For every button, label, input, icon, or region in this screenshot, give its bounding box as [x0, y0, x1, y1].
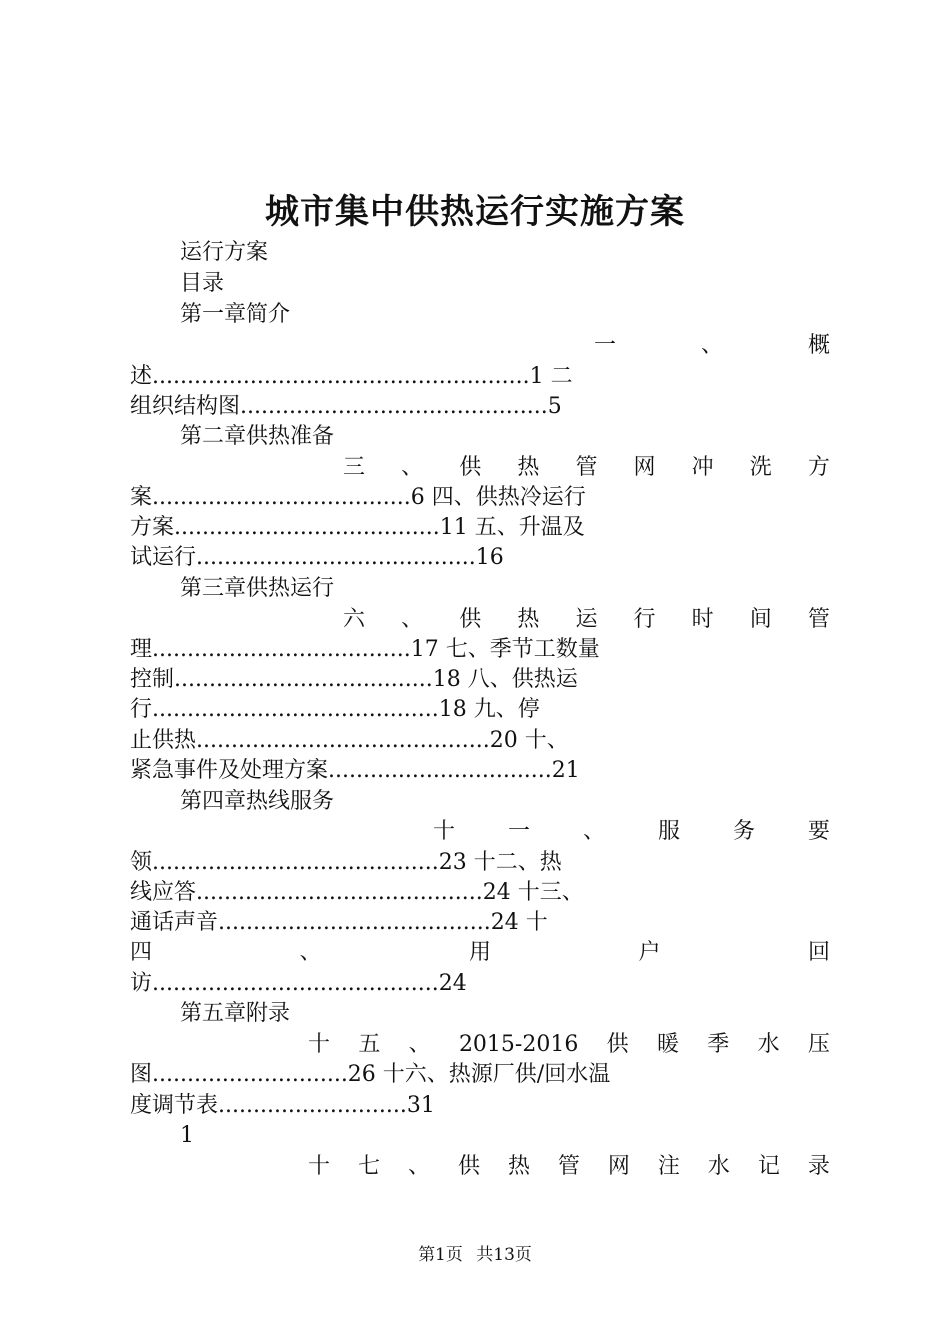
- spread-char: 户: [638, 940, 661, 965]
- toc-entry-17-spread: [308, 1151, 830, 1182]
- spread-char: 四: [130, 940, 153, 965]
- spread-char: 供: [459, 607, 482, 632]
- toc-entry-14-spread: [130, 937, 830, 968]
- document-title: 城市集中供热运行实施方案: [265, 192, 685, 232]
- toc-entry-1-spread: [594, 330, 830, 361]
- spread-char: 、: [408, 1032, 431, 1057]
- toc-entry-3: 案.....................................6 四、供热冷运行: [130, 485, 586, 510]
- spread-char: 、: [401, 455, 424, 480]
- spread-char: 供: [606, 1032, 629, 1057]
- toc-entry-1: 述......................................................1 二: [130, 364, 573, 389]
- spread-char: 、: [700, 333, 723, 358]
- page-footer: [0, 1240, 950, 1265]
- spread-char: 间: [749, 607, 772, 632]
- page-marker: 1: [180, 1123, 194, 1148]
- toc-entry-15-spread: [308, 1029, 830, 1060]
- spread-char: 冲: [691, 455, 714, 480]
- toc-entry-2: 组织结构图............................................5: [130, 394, 562, 419]
- spread-char: 六: [343, 607, 366, 632]
- chapter-2-heading: 第二章供热准备: [180, 424, 335, 449]
- chapter-4-heading: 第四章热线服务: [180, 789, 335, 814]
- chapter-3-heading: 第三章供热运行: [180, 576, 335, 601]
- spread-char: 网: [607, 1154, 630, 1179]
- spread-char: 2015-2016: [458, 1032, 579, 1057]
- toc-entry-16: 度调节表...........................31: [130, 1093, 435, 1118]
- toc-entry-4: 方案......................................11 五、升温及: [130, 515, 585, 540]
- spread-char: 行: [633, 607, 656, 632]
- spread-char: 水: [757, 1032, 780, 1057]
- toc-heading-plan: 运行方案: [180, 240, 269, 265]
- spread-char: 概: [807, 333, 830, 358]
- spread-char: 方: [807, 455, 830, 480]
- spread-char: 用: [468, 940, 491, 965]
- chapter-1-heading: 第一章简介: [180, 302, 291, 327]
- spread-char: 压: [807, 1032, 830, 1057]
- spread-char: 时: [691, 607, 714, 632]
- spread-char: 务: [732, 819, 755, 844]
- spread-char: 七: [357, 1154, 380, 1179]
- toc-entry-7: 控制.....................................18 八、供热运: [130, 667, 578, 692]
- spread-char: 管: [807, 607, 830, 632]
- spread-char: 、: [407, 1154, 430, 1179]
- spread-char: 管: [575, 455, 598, 480]
- toc-entry-9: 止供热..........................................20 十、: [130, 728, 569, 753]
- spread-char: 热: [517, 455, 540, 480]
- spread-char: 供: [457, 1154, 480, 1179]
- spread-char: 记: [757, 1154, 780, 1179]
- toc-entry-15: 图............................26 十六、热源厂供/回水温: [130, 1062, 611, 1087]
- footer-page-total: 共13页: [476, 1245, 532, 1265]
- chapter-5-heading: 第五章附录: [180, 1001, 291, 1026]
- spread-char: 三: [343, 455, 366, 480]
- spread-char: 运: [575, 607, 598, 632]
- spread-char: 一: [507, 819, 530, 844]
- spread-char: 热: [517, 607, 540, 632]
- toc-entry-6-spread: [343, 604, 830, 635]
- spread-char: 五: [358, 1032, 381, 1057]
- spread-char: 十: [308, 1154, 331, 1179]
- spread-char: 一: [594, 333, 617, 358]
- spread-char: 网: [633, 455, 656, 480]
- toc-entry-13: 通话声音.......................................24 十: [130, 910, 548, 935]
- toc-entry-14: 访.........................................24: [130, 971, 467, 996]
- spread-char: 十: [433, 819, 456, 844]
- spread-char: 、: [582, 819, 605, 844]
- spread-char: 注: [657, 1154, 680, 1179]
- spread-char: 要: [807, 819, 830, 844]
- footer-page-number: 第1页: [418, 1245, 463, 1265]
- spread-char: 季: [707, 1032, 730, 1057]
- spread-char: 录: [807, 1154, 830, 1179]
- toc-entry-3-spread: [343, 452, 830, 483]
- toc-entry-6: 理.....................................17 七、季节工数量: [130, 637, 600, 662]
- spread-char: 管: [557, 1154, 580, 1179]
- spread-char: 洗: [749, 455, 772, 480]
- spread-char: 、: [299, 940, 322, 965]
- spread-char: 水: [707, 1154, 730, 1179]
- toc-entry-11-spread: [433, 816, 830, 847]
- spread-char: 热: [507, 1154, 530, 1179]
- toc-entry-10: 紧急事件及处理方案................................21: [130, 758, 580, 783]
- spread-char: 服: [657, 819, 680, 844]
- toc-entry-8: 行.........................................18 九、停: [130, 697, 540, 722]
- toc-entry-5: 试运行........................................16: [130, 545, 504, 570]
- toc-entry-11: 领.........................................23 十二、热: [130, 850, 562, 875]
- spread-char: 暖: [656, 1032, 679, 1057]
- toc-entry-12: 线应答.........................................24 十三、: [130, 880, 584, 905]
- spread-char: 、: [401, 607, 424, 632]
- spread-char: 十: [308, 1032, 331, 1057]
- spread-char: 回: [807, 940, 830, 965]
- spread-char: 供: [459, 455, 482, 480]
- toc-heading-contents: 目录: [180, 271, 225, 296]
